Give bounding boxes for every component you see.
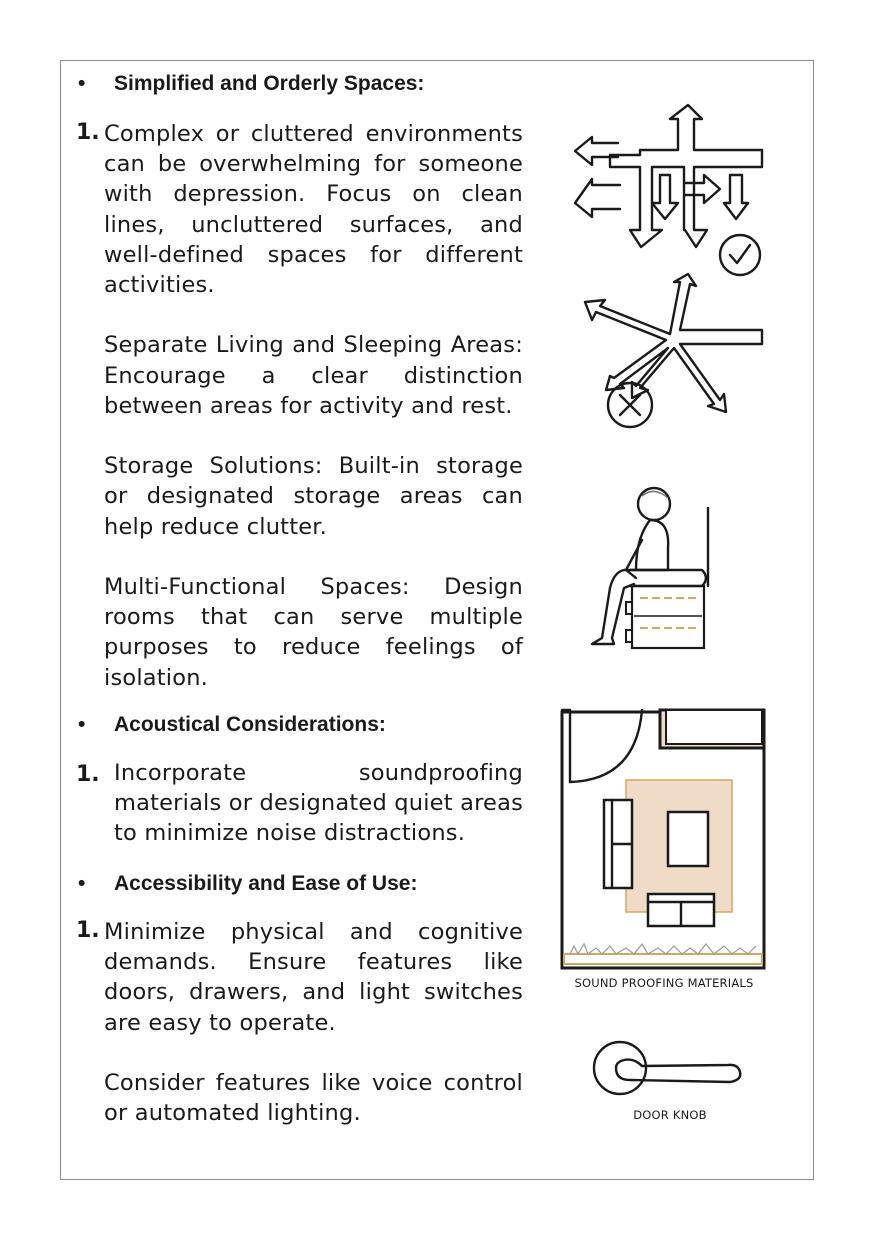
- soundproof-panel: [564, 954, 762, 964]
- list-number: 1.: [76, 762, 100, 787]
- heading-text: Acoustical Considerations:: [114, 713, 386, 736]
- door-knob-illustration: [590, 1034, 750, 1104]
- list-number: 1.: [76, 918, 100, 943]
- door-knob-caption: DOOR KNOB: [633, 1108, 707, 1122]
- room-plan-illustration: [556, 706, 772, 974]
- heading-text: Accessibility and Ease of Use:: [114, 872, 418, 895]
- paragraph: Consider features like voice control or automated lighting.: [104, 1070, 523, 1127]
- heading-text: Simplified and Orderly Spaces:: [114, 72, 425, 95]
- section-body-accessibility: [104, 917, 523, 1128]
- lever-handle: [616, 1060, 740, 1082]
- paragraph: Complex or cluttered environments can be overwhelming for someone with depression. Focus on clean lines, uncluttered surfaces, and well-defined spaces for different activities.: [104, 121, 523, 299]
- person-head: [638, 488, 670, 520]
- section-heading-simplified: [78, 72, 424, 96]
- section-heading-accessibility: [78, 872, 417, 896]
- section-body-simplified: [104, 119, 523, 693]
- paragraph: Minimize physical and cognitive demands. Ensure features like doors, drawers, and light switches are easy to operate.: [104, 919, 523, 1036]
- checkmark-icon: [730, 245, 750, 263]
- section-heading-acoustical: [78, 713, 386, 737]
- knob-rosette: [594, 1042, 646, 1094]
- paragraph: Storage Solutions: Built-in storage or designated storage areas can help reduce clutter.: [104, 453, 523, 540]
- paragraph: Separate Living and Sleeping Areas: Encourage a clear distinction between areas for activity and rest.: [104, 332, 523, 419]
- bullet: •: [78, 872, 86, 895]
- drawer-handle: [626, 602, 632, 614]
- section-body-acoustical: [114, 758, 523, 849]
- soundproofing-caption: SOUND PROOFING MATERIALS: [574, 976, 754, 990]
- paragraph: Incorporate soundproofing materials or designated quiet areas to minimize noise distractions.: [114, 760, 523, 847]
- paragraph: Multi-Functional Spaces: Design rooms that can serve multiple purposes to reduce feelings of isolation.: [104, 574, 523, 691]
- bullet: •: [78, 72, 86, 95]
- seated-storage-bench-illustration: [580, 478, 730, 658]
- check-circle-icon: [720, 235, 760, 275]
- coffee-table: [668, 812, 708, 866]
- x-mark-icon: [620, 395, 640, 415]
- drawer-handle: [626, 630, 632, 642]
- list-number: 1.: [76, 120, 100, 145]
- orderly-arrows-illustration: [570, 95, 770, 280]
- bullet: •: [78, 713, 86, 736]
- cluttered-arrows-illustration: [580, 272, 770, 432]
